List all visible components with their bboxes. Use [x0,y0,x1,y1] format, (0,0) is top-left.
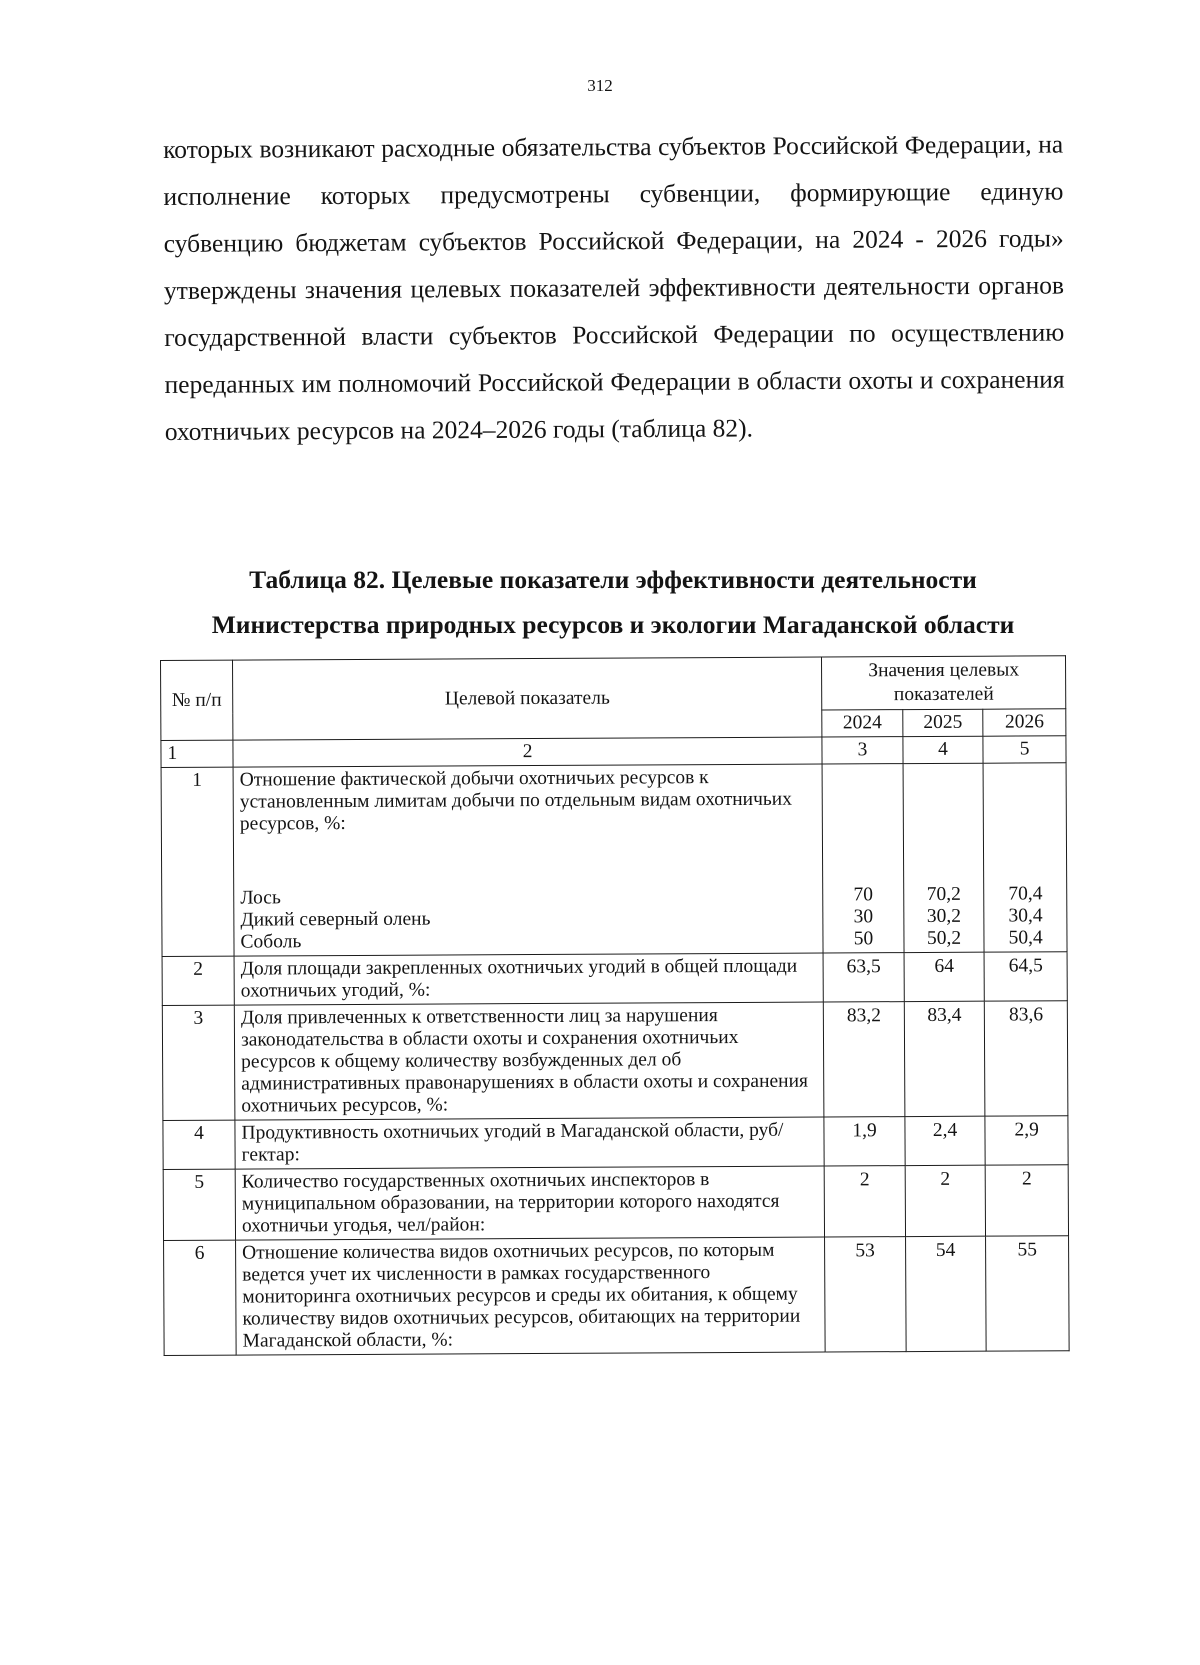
sub-item-name: Лось [240,887,281,909]
indicators-table [160,655,1070,1356]
indicator-text: Отношение фактической добычи охотничьих ресурсов к установленным лимитам добычи по отдельным видам охотничьих ресурсов, %: [239,767,793,835]
value-cell: 70,4 [1008,883,1043,905]
row-num: 1 [161,767,234,956]
value-2026: 83,6 [985,1001,1068,1116]
header-year-2026: 2026 [983,709,1066,736]
header-year-2025: 2025 [903,709,984,736]
indicators-table-wrapper [160,655,1070,1356]
column-number: 2 [233,737,822,767]
value-2026: 55 [986,1236,1069,1351]
table-row [161,763,1067,957]
header-indicator: Целевой показатель [233,657,823,740]
value-2024: 63,5 [823,953,904,1002]
value-2024: 1,9 [824,1117,905,1166]
row-indicator: Отношение количества видов охотничьих ресурсов, по которым ведется учет их численности в рамках государственного мониторинга охотничьих ресурсов и среды их обитания, к общему количеству видов охотничьих ресурсов, обитающих на территории Магаданской области, %: [236,1237,826,1355]
row-indicator: Доля привлеченных к ответственности лиц за нарушения законодательства в области охоты и сохранения охотничьих ресурсов к общему количеству возбужденных дел об административных правонарушениях в области охоты и сохранения охотничьих ресурсов, %: [234,1002,824,1120]
value-2024: 83,2 [824,1002,905,1117]
row-indicator: Доля площади закрепленных охотничьих угодий в общей площади охотничьих угодий, %: [234,953,823,1005]
intro-paragraph: которых возникают расходные обязательства субъектов Российской Федерации, на исполнение которых предусмотрены субвенции, формирующие единую субвенцию бюджетам субъектов Российской Федерации, на 2024 - 2026 годы» утверждены значения целевых показателей эффективности деятельности органов государственной власти субъектов Российской Федерации по осуществлению переданных им полномочий Российской Федерации в области охоты и сохранения охотничьих ресурсов на 2024–2026 годы (таблица 82). [163,129,1065,446]
header-values-group: Значения целевых показателей [822,656,1066,710]
value-cell: 70,2 [926,883,961,905]
value-cell: 30,2 [926,905,962,927]
column-number: 3 [822,737,903,764]
value-2025: 2 [905,1165,986,1236]
value-2025: 54 [905,1236,986,1351]
row-indicator: Продуктивность охотничьих угодий в Магаданской области, руб/гектар: [235,1117,824,1169]
sub-item-name: Дикий северный олень [240,908,431,931]
value-cell: 30,4 [1008,905,1043,927]
table-row [162,1001,1068,1121]
value-2025: 83,4 [904,1001,985,1116]
row-indicator [233,764,823,956]
table-caption-line-1: Таблица 82. Целевые показатели эффективности деятельности [249,565,977,594]
row-num: 5 [163,1169,235,1240]
table-row [163,1165,1068,1241]
table-caption-line-2: Министерства природных ресурсов и экологии Магаданской области [211,610,1015,639]
header-row [161,656,1066,714]
table-row [162,952,1067,1006]
table-row [163,1116,1068,1170]
value-2026 [983,763,1067,952]
table-row [164,1236,1070,1356]
row-num: 4 [163,1120,235,1169]
value-2024: 2 [824,1166,905,1237]
value-2026: 64,5 [984,952,1067,1001]
value-2024 [822,764,904,953]
value-cell: 50,2 [926,927,962,949]
value-2025 [903,763,985,952]
value-cell: 30 [853,906,874,928]
header-num: № п/п [161,660,233,740]
value-2026: 2,9 [985,1116,1068,1165]
row-num: 6 [164,1240,237,1355]
sub-item-name: Соболь [240,931,302,953]
value-2024: 53 [825,1237,906,1352]
value-cell: 70 [853,884,874,906]
header-year-2024: 2024 [822,710,903,737]
column-number: 5 [983,736,1066,763]
value-cell: 50,4 [1008,927,1043,949]
row-num: 3 [162,1005,235,1120]
page-number: 312 [587,76,613,95]
row-indicator: Количество государственных охотничьих инспекторов в муниципальном образовании, на территории которого находятся охотничьи угодья, чел/район: [235,1166,825,1240]
value-2025: 2,4 [905,1116,986,1165]
value-cell: 50 [853,928,874,950]
value-2026: 2 [985,1165,1068,1236]
column-number: 1 [161,740,233,767]
column-number: 4 [903,736,984,763]
value-2025: 64 [904,952,985,1001]
row-num: 2 [162,956,234,1005]
